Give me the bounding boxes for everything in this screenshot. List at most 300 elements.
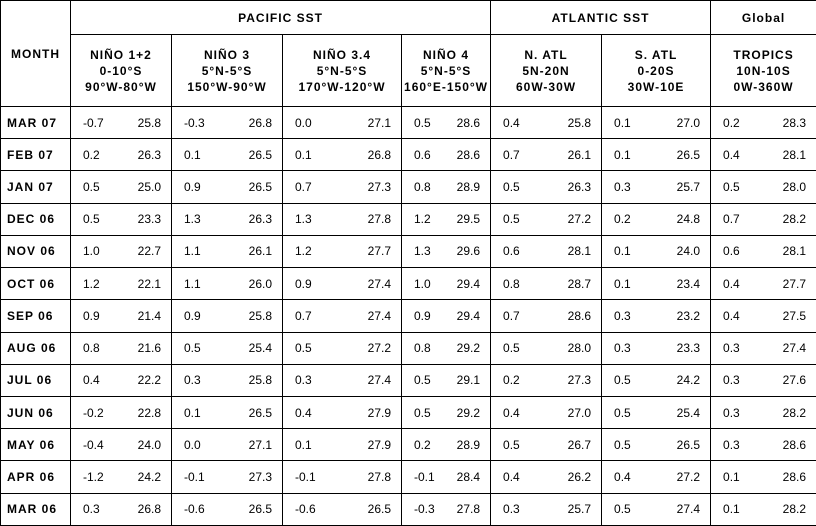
- month-cell: AUG 06: [1, 332, 71, 364]
- value-cell: [711, 461, 816, 493]
- sst-value: 26.5: [676, 147, 701, 162]
- region-name: TROPICS: [733, 47, 794, 62]
- value-cell: [491, 332, 602, 364]
- sst-value: 25.4: [248, 341, 272, 356]
- sst-value: 22.7: [137, 244, 161, 259]
- sst-value: 26.8: [248, 115, 272, 130]
- sst-value: 29.1: [456, 373, 481, 388]
- month-cell: NOV 06: [1, 235, 71, 267]
- sst-value: 23.4: [676, 276, 701, 291]
- anomaly-value: 0.5: [83, 180, 100, 195]
- anomaly-value: 0.4: [723, 147, 740, 162]
- month-cell: APR 06: [1, 461, 71, 493]
- anomaly-value: 0.3: [614, 180, 631, 195]
- sst-value: 25.4: [676, 405, 701, 420]
- sst-value: 26.5: [248, 405, 272, 420]
- value-cell: [602, 364, 711, 396]
- anomaly-value: 0.1: [723, 502, 740, 517]
- anomaly-value: 0.1: [184, 405, 201, 420]
- anomaly-value: 0.5: [614, 373, 631, 388]
- anomaly-value: 1.1: [184, 244, 201, 259]
- table-row: [1, 139, 816, 171]
- value-cell: [711, 268, 816, 300]
- value-cell: [172, 364, 283, 396]
- anomaly-value: -0.7: [83, 115, 104, 130]
- value-cell: [71, 300, 172, 332]
- anomaly-value: -0.1: [184, 470, 205, 485]
- anomaly-value: 0.5: [614, 405, 631, 420]
- anomaly-value: 0.1: [614, 276, 631, 291]
- value-cell: [283, 364, 402, 396]
- value-cell: [491, 364, 602, 396]
- value-cell: [402, 235, 491, 267]
- value-cell: [402, 300, 491, 332]
- anomaly-value: 0.5: [414, 405, 431, 420]
- sst-value: 27.5: [782, 308, 807, 323]
- region-header: [402, 35, 491, 107]
- anomaly-value: 1.0: [414, 276, 431, 291]
- region-lon: 0W-360W: [733, 79, 794, 94]
- table-row: [1, 396, 816, 428]
- region-name: NIÑO 1+2: [90, 47, 152, 62]
- sst-value: 27.7: [782, 276, 807, 291]
- anomaly-value: 0.5: [503, 437, 520, 452]
- sst-value: 28.1: [567, 244, 592, 259]
- anomaly-value: 0.3: [723, 405, 740, 420]
- sst-value: 27.9: [367, 405, 391, 420]
- region-header: [491, 35, 602, 107]
- value-cell: [711, 235, 816, 267]
- anomaly-value: 0.7: [295, 308, 312, 323]
- sst-value: 28.6: [782, 437, 807, 452]
- value-cell: [491, 171, 602, 203]
- table-row: [1, 461, 816, 493]
- value-cell: [172, 268, 283, 300]
- anomaly-value: 0.0: [295, 115, 312, 130]
- value-cell: [602, 268, 711, 300]
- value-cell: [491, 461, 602, 493]
- anomaly-value: 0.3: [184, 373, 201, 388]
- region-lon: 150°W-90°W: [187, 79, 267, 94]
- sst-value: 28.6: [567, 308, 592, 323]
- anomaly-value: 0.9: [184, 308, 201, 323]
- value-cell: [711, 429, 816, 461]
- sst-value: 27.8: [456, 502, 481, 517]
- sst-value: 27.1: [248, 437, 272, 452]
- value-cell: [283, 493, 402, 525]
- value-cell: [602, 429, 711, 461]
- anomaly-value: 0.3: [295, 373, 312, 388]
- value-cell: [402, 493, 491, 525]
- month-cell: JAN 07: [1, 171, 71, 203]
- sst-value: 26.5: [367, 502, 391, 517]
- region-header: [71, 35, 172, 107]
- anomaly-value: 0.4: [614, 470, 631, 485]
- value-cell: [711, 139, 816, 171]
- anomaly-value: 0.5: [184, 341, 201, 356]
- sst-value: 28.9: [456, 180, 481, 195]
- anomaly-value: -0.6: [295, 502, 316, 517]
- sst-value: 27.4: [367, 276, 391, 291]
- region-header: [283, 35, 402, 107]
- sst-value: 22.2: [137, 373, 161, 388]
- sst-value: 27.1: [367, 115, 391, 130]
- value-cell: [402, 268, 491, 300]
- anomaly-value: 1.2: [414, 212, 431, 227]
- sst-value: 26.2: [567, 470, 592, 485]
- anomaly-value: 0.6: [503, 244, 520, 259]
- anomaly-value: 0.5: [295, 341, 312, 356]
- sst-value: 26.3: [567, 180, 592, 195]
- value-cell: [711, 396, 816, 428]
- value-cell: [283, 171, 402, 203]
- sst-value: 28.3: [782, 115, 807, 130]
- sst-value: 27.3: [367, 180, 391, 195]
- anomaly-value: 0.1: [295, 437, 312, 452]
- sst-value: 24.8: [676, 212, 701, 227]
- sst-value: 22.1: [137, 276, 161, 291]
- value-cell: [71, 268, 172, 300]
- sst-value: 23.3: [676, 341, 701, 356]
- value-cell: [172, 203, 283, 235]
- value-cell: [711, 300, 816, 332]
- anomaly-value: 0.3: [503, 502, 520, 517]
- value-cell: [172, 300, 283, 332]
- anomaly-value: 1.3: [414, 244, 431, 259]
- sst-value: 26.1: [248, 244, 272, 259]
- anomaly-value: 0.7: [723, 212, 740, 227]
- sst-value: 27.7: [367, 244, 391, 259]
- anomaly-value: 0.2: [83, 147, 100, 162]
- value-cell: [402, 203, 491, 235]
- sst-value: 27.4: [367, 308, 391, 323]
- value-cell: [602, 235, 711, 267]
- value-cell: [71, 107, 172, 139]
- value-cell: [71, 364, 172, 396]
- anomaly-value: 0.2: [723, 115, 740, 130]
- anomaly-value: 0.1: [614, 115, 631, 130]
- value-cell: [602, 461, 711, 493]
- sst-value: 27.9: [367, 437, 391, 452]
- anomaly-value: 0.5: [614, 502, 631, 517]
- sst-value: 28.1: [782, 244, 807, 259]
- sst-value: 21.6: [137, 341, 161, 356]
- anomaly-value: 0.9: [83, 308, 100, 323]
- value-cell: [172, 429, 283, 461]
- anomaly-value: 0.9: [184, 180, 201, 195]
- sst-value: 26.1: [567, 147, 592, 162]
- value-cell: [602, 332, 711, 364]
- sst-value: 27.2: [676, 470, 701, 485]
- value-cell: [491, 429, 602, 461]
- value-cell: [402, 461, 491, 493]
- value-cell: [402, 396, 491, 428]
- value-cell: [71, 461, 172, 493]
- value-cell: [402, 429, 491, 461]
- value-cell: [402, 171, 491, 203]
- value-cell: [172, 235, 283, 267]
- value-cell: [491, 396, 602, 428]
- value-cell: [491, 235, 602, 267]
- anomaly-value: 1.3: [295, 212, 312, 227]
- region-lat: 5N-20N: [522, 63, 570, 78]
- value-cell: [172, 396, 283, 428]
- table-row: [1, 203, 816, 235]
- value-cell: [71, 396, 172, 428]
- value-cell: [71, 235, 172, 267]
- month-cell: MAY 06: [1, 429, 71, 461]
- anomaly-value: -0.6: [184, 502, 205, 517]
- sst-value: 26.5: [248, 147, 272, 162]
- value-cell: [402, 107, 491, 139]
- value-cell: [283, 139, 402, 171]
- value-cell: [711, 171, 816, 203]
- value-cell: [71, 332, 172, 364]
- region-name: S. ATL: [634, 47, 678, 62]
- pacific-sst-header: PACIFIC SST: [71, 1, 491, 35]
- sst-value: 27.6: [782, 373, 807, 388]
- region-header-row: [1, 35, 816, 107]
- value-cell: [602, 300, 711, 332]
- month-cell: MAR 06: [1, 493, 71, 525]
- value-cell: [711, 364, 816, 396]
- value-cell: [711, 107, 816, 139]
- group-header-row: [1, 1, 816, 35]
- sst-value: 28.2: [782, 212, 807, 227]
- sst-value: 29.2: [456, 405, 481, 420]
- sst-value: 27.4: [676, 502, 701, 517]
- region-lon: 60W-30W: [515, 79, 577, 94]
- value-cell: [283, 235, 402, 267]
- value-cell: [711, 332, 816, 364]
- value-cell: [71, 139, 172, 171]
- anomaly-value: 0.3: [83, 502, 100, 517]
- sst-value: 29.2: [456, 341, 481, 356]
- anomaly-value: -0.3: [184, 115, 205, 130]
- sst-value: 25.8: [248, 373, 272, 388]
- sst-value: 27.3: [567, 373, 592, 388]
- anomaly-value: 0.2: [614, 212, 631, 227]
- value-cell: [172, 332, 283, 364]
- month-cell: DEC 06: [1, 203, 71, 235]
- anomaly-value: 0.6: [723, 244, 740, 259]
- sst-value: 21.4: [137, 308, 161, 323]
- anomaly-value: 1.2: [295, 244, 312, 259]
- anomaly-value: 0.9: [414, 308, 431, 323]
- sst-value: 26.5: [248, 502, 272, 517]
- sst-value: 26.3: [248, 212, 272, 227]
- anomaly-value: -1.2: [83, 470, 104, 485]
- sst-value: 24.0: [676, 244, 701, 259]
- anomaly-value: 0.4: [503, 115, 520, 130]
- region-lon: 90°W-80°W: [85, 79, 157, 94]
- anomaly-value: 0.3: [723, 437, 740, 452]
- sst-value: 25.8: [248, 308, 272, 323]
- sst-value: 27.8: [367, 470, 391, 485]
- sst-value: 28.0: [782, 180, 807, 195]
- month-cell: FEB 07: [1, 139, 71, 171]
- anomaly-value: 0.8: [83, 341, 100, 356]
- value-cell: [283, 268, 402, 300]
- sst-value: 28.9: [456, 437, 481, 452]
- table-body: [1, 107, 816, 526]
- region-lat: 0-20S: [637, 63, 675, 78]
- table-row: [1, 332, 816, 364]
- table-row: [1, 268, 816, 300]
- anomaly-value: -0.3: [414, 502, 435, 517]
- anomaly-value: 0.4: [83, 373, 100, 388]
- global-header: Global: [711, 1, 816, 35]
- table-row: [1, 107, 816, 139]
- anomaly-value: 0.3: [723, 373, 740, 388]
- table-row: [1, 364, 816, 396]
- sst-value: 27.2: [567, 212, 592, 227]
- region-name: N. ATL: [524, 47, 568, 62]
- region-lon: 160°E-150°W: [404, 79, 488, 94]
- anomaly-value: 0.3: [723, 341, 740, 356]
- value-cell: [402, 364, 491, 396]
- sst-value: 25.8: [567, 115, 592, 130]
- value-cell: [402, 139, 491, 171]
- value-cell: [402, 332, 491, 364]
- sst-value: 28.7: [567, 276, 592, 291]
- anomaly-value: 0.9: [295, 276, 312, 291]
- sst-value: 28.2: [782, 405, 807, 420]
- sst-value: 27.8: [367, 212, 391, 227]
- anomaly-value: 0.3: [614, 341, 631, 356]
- region-header: [602, 35, 711, 107]
- value-cell: [172, 493, 283, 525]
- anomaly-value: 0.2: [503, 373, 520, 388]
- sst-value: 29.6: [456, 244, 481, 259]
- anomaly-value: 0.1: [723, 470, 740, 485]
- region-name: NIÑO 3: [203, 47, 250, 62]
- table-row: [1, 171, 816, 203]
- anomaly-value: 0.4: [723, 308, 740, 323]
- table-row: [1, 300, 816, 332]
- value-cell: [491, 493, 602, 525]
- sst-value: 29.5: [456, 212, 481, 227]
- sst-value: 28.6: [782, 470, 807, 485]
- anomaly-value: 0.1: [184, 147, 201, 162]
- region-lat: 10N-10S: [736, 63, 791, 78]
- value-cell: [283, 396, 402, 428]
- value-cell: [491, 268, 602, 300]
- anomaly-value: 1.2: [83, 276, 100, 291]
- sst-value: 26.5: [676, 437, 701, 452]
- anomaly-value: 0.8: [414, 341, 431, 356]
- value-cell: [283, 429, 402, 461]
- anomaly-value: 0.5: [414, 115, 431, 130]
- anomaly-value: 1.1: [184, 276, 201, 291]
- region-lat: 5°N-5°S: [201, 63, 253, 78]
- anomaly-value: 1.0: [83, 244, 100, 259]
- sst-value: 26.8: [367, 147, 391, 162]
- region-lat: 0-10°S: [99, 63, 143, 78]
- value-cell: [491, 203, 602, 235]
- anomaly-value: -0.4: [83, 437, 104, 452]
- anomaly-value: 0.4: [723, 276, 740, 291]
- sst-value: 24.0: [137, 437, 161, 452]
- anomaly-value: 0.1: [614, 244, 631, 259]
- sst-value: 26.3: [137, 147, 161, 162]
- value-cell: [711, 493, 816, 525]
- anomaly-value: 0.6: [414, 147, 431, 162]
- anomaly-value: 0.1: [614, 147, 631, 162]
- atlantic-sst-header: ATLANTIC SST: [491, 1, 711, 35]
- sst-value: 28.0: [567, 341, 592, 356]
- sst-value: 29.4: [456, 276, 481, 291]
- table-row: [1, 235, 816, 267]
- anomaly-value: 0.4: [503, 470, 520, 485]
- sst-value: 27.0: [676, 115, 701, 130]
- value-cell: [491, 139, 602, 171]
- sst-value: 25.7: [567, 502, 592, 517]
- sst-value: 29.4: [456, 308, 481, 323]
- region-lon: 170°W-120°W: [298, 79, 386, 94]
- anomaly-value: 0.4: [295, 405, 312, 420]
- sst-value: 28.4: [456, 470, 481, 485]
- anomaly-value: 0.5: [503, 341, 520, 356]
- value-cell: [172, 461, 283, 493]
- sst-value: 27.4: [782, 341, 807, 356]
- sst-value: 27.3: [248, 470, 272, 485]
- anomaly-value: 0.7: [503, 308, 520, 323]
- sst-value: 23.3: [137, 212, 161, 227]
- value-cell: [71, 429, 172, 461]
- value-cell: [283, 300, 402, 332]
- region-lon: 30W-10E: [627, 79, 685, 94]
- sst-value: 26.0: [248, 276, 272, 291]
- anomaly-value: -0.1: [414, 470, 435, 485]
- value-cell: [602, 171, 711, 203]
- value-cell: [602, 203, 711, 235]
- anomaly-value: -0.2: [83, 405, 104, 420]
- anomaly-value: 0.7: [295, 180, 312, 195]
- sst-value: 22.8: [137, 405, 161, 420]
- sst-value: 24.2: [137, 470, 161, 485]
- value-cell: [71, 203, 172, 235]
- value-cell: [602, 396, 711, 428]
- region-header: [172, 35, 283, 107]
- value-cell: [172, 107, 283, 139]
- sst-value: 28.6: [456, 147, 481, 162]
- value-cell: [283, 107, 402, 139]
- value-cell: [711, 203, 816, 235]
- sst-value: 26.8: [137, 502, 161, 517]
- anomaly-value: 1.3: [184, 212, 201, 227]
- anomaly-value: 0.5: [614, 437, 631, 452]
- sst-value: 28.2: [782, 502, 807, 517]
- anomaly-value: 0.3: [614, 308, 631, 323]
- anomaly-value: 0.4: [503, 405, 520, 420]
- sst-value: 28.1: [782, 147, 807, 162]
- anomaly-value: 0.0: [184, 437, 201, 452]
- region-lat: 5°N-5°S: [316, 63, 368, 78]
- value-cell: [491, 107, 602, 139]
- sst-value: 27.2: [367, 341, 391, 356]
- anomaly-value: 0.2: [414, 437, 431, 452]
- anomaly-value: 0.5: [83, 212, 100, 227]
- anomaly-value: -0.1: [295, 470, 316, 485]
- sst-value: 24.2: [676, 373, 701, 388]
- month-header: MONTH: [1, 1, 71, 107]
- anomaly-value: 0.1: [295, 147, 312, 162]
- sst-value: 25.7: [676, 180, 701, 195]
- sst-value: 26.5: [248, 180, 272, 195]
- table-row: [1, 429, 816, 461]
- anomaly-value: 0.8: [414, 180, 431, 195]
